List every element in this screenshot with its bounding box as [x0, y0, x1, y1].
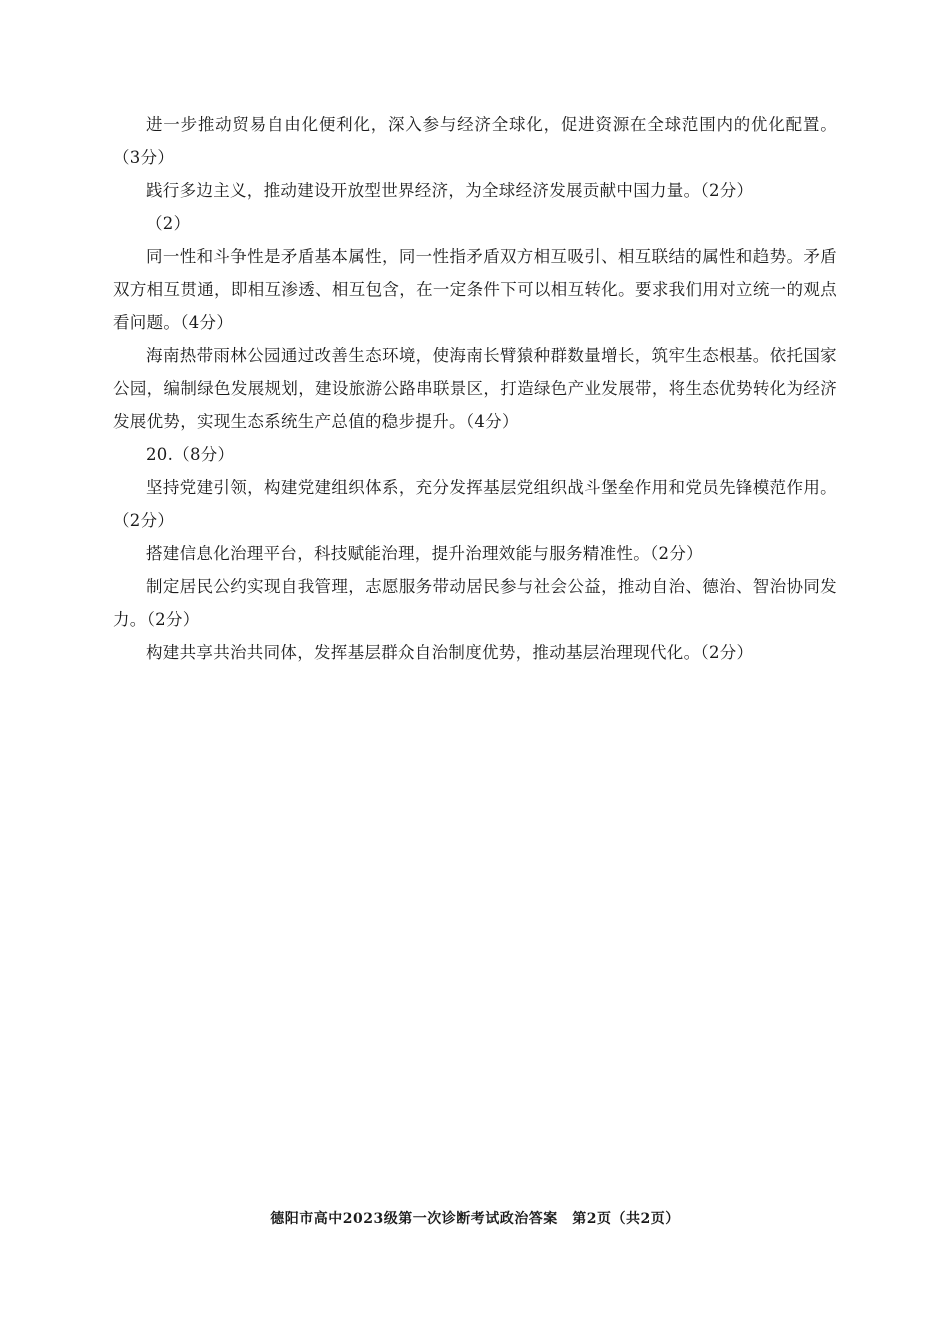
answer-paragraph-digital-governance: 搭建信息化治理平台，科技赋能治理，提升治理效能与服务精准性。（2分）	[146, 544, 703, 563]
page-footer: 德阳市高中2023级第一次诊断考试政治答案 第2页（共2页）	[270, 1211, 680, 1227]
answer-paragraph-resident-convention: 制定居民公约实现自我管理，志愿服务带动居民参与社会公益，推动自治、德治、智治协同发力。（2分）	[113, 577, 837, 629]
answer-body	[113, 108, 837, 669]
answer-paragraph-hainan-park: 海南热带雨林公园通过改善生态环境，使海南长臂猿种群数量增长，筑牢生态根基。依托国家公园，编制绿色发展规划，建设旅游公路串联景区，打造绿色产业发展带，将生态优势转化为经济发展优势，实现生态系统生产总值的稳步提升。（4分）	[113, 346, 837, 431]
answer-paragraph-party-building: 坚持党建引领，构建党建组织体系，充分发挥基层党组织战斗堡垒作用和党员先锋模范作用。（2分）	[113, 478, 837, 530]
question-number-label: 20.（8分）	[146, 445, 235, 464]
answer-paragraph-contradiction: 同一性和斗争性是矛盾基本属性，同一性指矛盾双方相互吸引、相互联结的属性和趋势。矛盾双方相互贯通，即相互渗透、相互包含，在一定条件下可以相互转化。要求我们用对立统一的观点看问题。（4分）	[113, 247, 837, 332]
question-part-label: （2）	[146, 214, 191, 233]
answer-paragraph-trade: 进一步推动贸易自由化便利化，深入参与经济全球化，促进资源在全球范围内的优化配置。（3分）	[113, 115, 837, 167]
answer-paragraph-shared-governance: 构建共享共治共同体，发挥基层群众自治制度优势，推动基层治理现代化。（2分）	[146, 643, 754, 662]
answer-paragraph-multilateralism: 践行多边主义，推动建设开放型世界经济，为全球经济发展贡献中国力量。（2分）	[146, 181, 754, 200]
